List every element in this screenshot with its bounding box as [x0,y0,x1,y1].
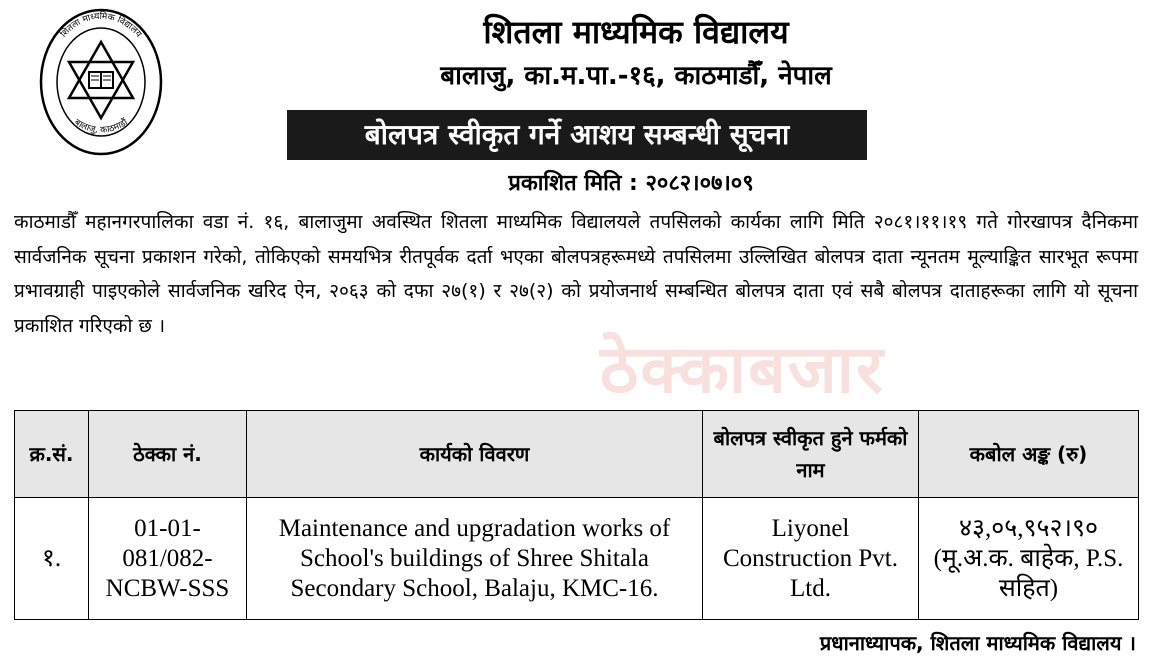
cell-firm: Liyonel Construction Pvt. Ltd. [703,498,919,620]
header-firm-name: बोलपत्र स्वीकृत हुने फर्मको नाम [703,411,919,498]
published-date: प्रकाशित मिति : २०८२।०७।०९ [508,171,754,196]
header-sn: क्र.सं. [15,411,89,498]
bid-table [14,410,1139,620]
header-contract-no: ठेक्का नं. [89,411,247,498]
header-description: कार्यको विवरण [247,411,703,498]
cell-description: Maintenance and upgradation works of School's buildings of Shree Shitala Secondary School, Balaju, KMC-16. [247,498,703,620]
school-name: शितला माध्यमिक विद्यालय [483,13,789,51]
amount-value: ४३,०५,९५२।९० [959,514,1098,542]
header-bid-amount: कबोल अङ्क (रु) [919,411,1139,498]
school-address: बालाजु, का.म.पा.-१६, काठमाडौँ, नेपाल [440,61,832,91]
notice-body: काठमाडौँ महानगरपालिका वडा नं. १६, बालाजुमा अवस्थित शितला माध्यमिक विद्यालयले तपसिलको कार्यका लागि मिति २०८१।११।१९ गते गोरखापत्र दैनिकमा सार्वजनिक सूचना प्रकाशन गरेको, तोकिएको समयभित्र रीतपूर्वक दर्ता भएका बोलपत्रहरूमध्ये तपसिलमा उल्लिखित बोलपत्र दाता न्यूनतम मूल्याङ्कित सारभूत रूपमा प्रभावग्राही पाइएकोले सार्वजनिक खरिद ऐन, २०६३ को दफा २७(१) र २७(२) को प्रयोजनार्थ सम्बन्धित बोलपत्र दाता एवं सबै बोलपत्र दाताहरूका लागि यो सूचना प्रकाशित गरिएको छ । [14,211,1138,337]
logo-text-bottom: बालाजु, काठमाडौं [72,117,130,136]
notice-title: बोलपत्र स्वीकृत गर्ने आशय सम्बन्धी सूचना [287,110,867,160]
amount-note: (मू.अ.क. बाहेक, P.S. सहित) [933,544,1124,602]
cell-sn: १. [15,498,89,620]
watermark: ठेक्काबजार [600,331,885,408]
table-header-row [15,411,1139,498]
signature: प्रधानाध्यापक, शितला माध्यमिक विद्यालय । [819,631,1136,655]
table-row [15,498,1139,620]
cell-amount [919,498,1139,620]
logo-text-top: शितला माध्यमिक विद्यालय [58,11,144,40]
cell-contract-no: 01-01-081/082-NCBW-SSS [89,498,247,620]
